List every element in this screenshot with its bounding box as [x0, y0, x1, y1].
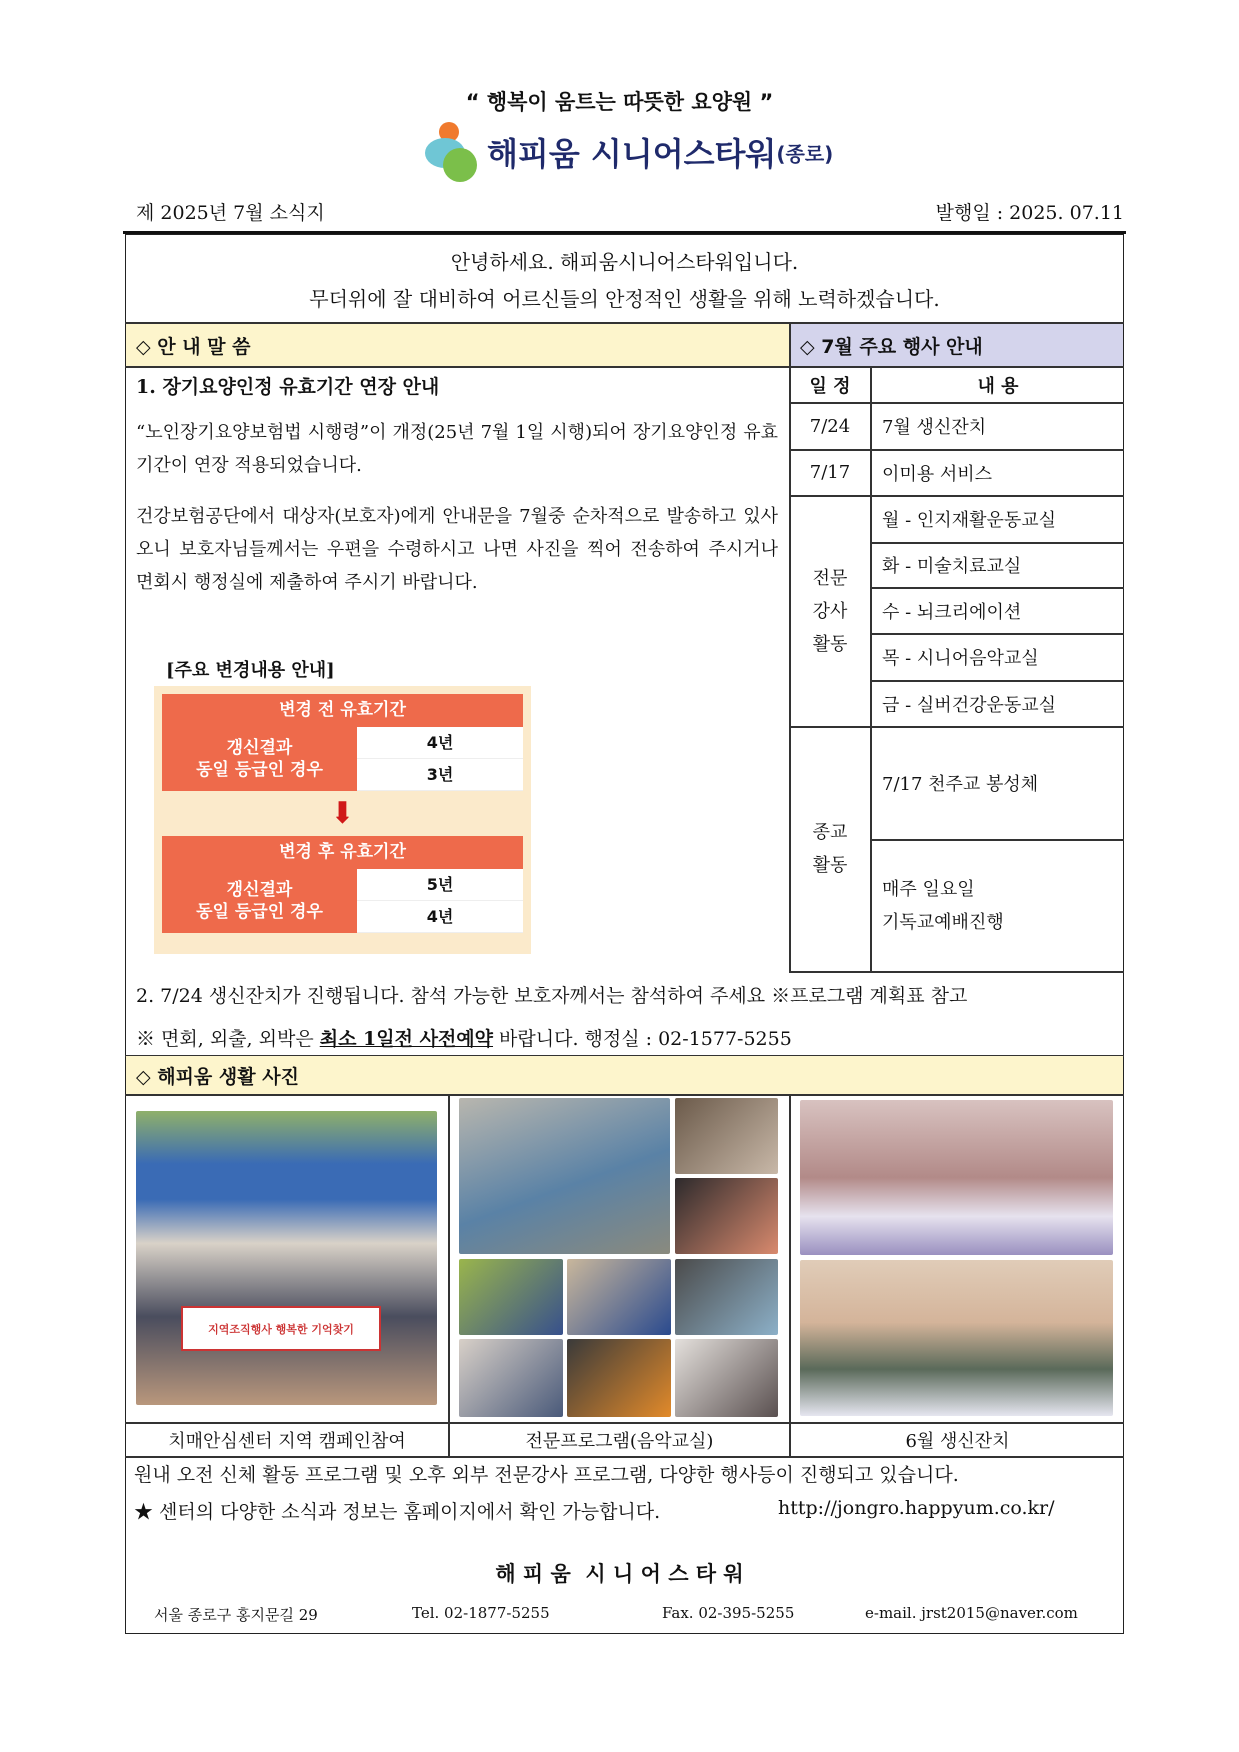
notice-item-2: 2. 7/24 생신잔치가 진행됩니다. 참석 가능한 보호자께서는 참석하여 주세요 ※프로그램 계획표 참고	[136, 985, 968, 1007]
lecture-item: 수 - 뇌크리에이션	[882, 601, 1022, 623]
change-title: [주요 변경내용 안내]	[166, 660, 335, 681]
event-date: 7/17	[809, 462, 851, 483]
caption: 6월 생신잔치	[905, 1430, 1010, 1452]
column-divider	[789, 1094, 791, 1456]
religion-item: 매주 일요일 기독교예배진행	[882, 878, 1004, 933]
col-date-header: 일 정	[809, 375, 851, 397]
logo-sub: (종로)	[776, 141, 834, 166]
photo-birthday	[800, 1100, 1113, 1255]
after-title: 변경 후 유효기간	[162, 836, 523, 869]
col-content-header: 내 용	[977, 375, 1019, 397]
divider	[125, 1094, 1124, 1096]
tel: Tel. 02-1877-5255	[412, 1604, 550, 1622]
logo-name: 해피움 시니어스타워	[487, 135, 777, 173]
photo-birthday	[800, 1260, 1113, 1416]
photo-music-class	[567, 1339, 671, 1417]
greeting-line-1: 안녕하세요. 해피움시니어스타워입니다.	[450, 250, 799, 274]
visit-emphasis: 최소 1일전 사전예약	[319, 1028, 494, 1050]
caption: 전문프로그램(음악교실)	[525, 1430, 714, 1452]
fax: Fax. 02-395-5255	[662, 1604, 795, 1622]
photo-music-class	[675, 1098, 778, 1174]
photos-header: ◇ 해피움 생활 사진	[126, 1056, 1123, 1094]
validity-change-table	[154, 686, 531, 954]
lecture-item: 금 - 실버건강운동교실	[882, 694, 1057, 716]
visit-prefix: ※ 면회, 외출, 외박은	[136, 1028, 320, 1050]
notice-paragraph-2: 건강보험공단에서 대상자(보호자)에게 안내문을 7월중 순차적으로 발송하고 있사오니 보호자님들께서는 우편을 수령하시고 나면 사진을 찍어 전송하여 주시거나 면회시 행정실에 제출하여 주시기 바랍니다.	[136, 506, 778, 593]
event-content: 7월 생신잔치	[882, 417, 987, 438]
footer-line-2: ★ 센터의 다양한 소식과 정보는 홈페이지에서 확인 가능합니다.	[134, 1501, 661, 1523]
divider	[125, 1456, 1124, 1458]
photo-music-class	[675, 1339, 778, 1417]
photo-music-class	[675, 1178, 778, 1254]
event-content: 이미용 서비스	[882, 463, 993, 485]
caption: 치매안심센터 지역 캠페인참여	[168, 1430, 406, 1452]
notice-item-1-title: 1. 장기요양인정 유효기간 연장 안내	[136, 376, 440, 398]
issue-number: 제 2025년 7월 소식지	[136, 202, 325, 224]
visit-suffix: 바랍니다. 행정실 : 02-1577-5255	[493, 1028, 792, 1050]
notice-paragraph-1: “노인장기요양보험법 시행령”이 개정(25년 7월 1일 시행)되어 장기요양인정 유효기간이 연장 적용되었습니다.	[136, 422, 778, 476]
photo-music-class	[459, 1339, 563, 1417]
lecture-item: 월 - 인지재활운동교실	[882, 510, 1057, 531]
logo	[425, 122, 833, 182]
column-divider	[448, 1094, 450, 1456]
label-line: 동일 등급인 경우	[196, 902, 323, 922]
photo-music-class	[459, 1259, 563, 1335]
event-date: 7/24	[809, 415, 851, 437]
label-line: 동일 등급인 경우	[196, 760, 323, 780]
row-label	[162, 727, 357, 791]
before-value: 4년	[357, 727, 523, 759]
after-value: 5년	[357, 869, 523, 901]
photo-music-class	[459, 1098, 670, 1254]
campaign-banner: 지역조직행사 행복한 기억찾기	[181, 1306, 381, 1351]
divider	[789, 971, 1124, 973]
homepage-link[interactable]: http://jongro.happyum.co.kr/	[778, 1497, 1055, 1519]
column-divider	[870, 366, 872, 971]
notice-header: ◇ 안 내 말 씀	[126, 324, 789, 366]
email[interactable]: e-mail. jrst2015@naver.com	[865, 1604, 1078, 1622]
address: 서울 종로구 홍지문길 29	[154, 1606, 318, 1624]
after-value: 4년	[357, 901, 523, 933]
religion-item: 7/17 천주교 봉성체	[882, 774, 1039, 795]
lecture-label: 전문 강사 활동	[812, 567, 848, 655]
before-value: 3년	[357, 759, 523, 791]
photo-music-class	[567, 1259, 671, 1335]
tagline: “ 행복이 움트는 따뜻한 요양원 ”	[465, 90, 774, 114]
organization-name: 해 피 움 시 니 어 스 타 워	[495, 1562, 744, 1586]
label-line: 갱신결과	[226, 880, 293, 900]
row-label	[162, 869, 357, 933]
photo-campaign	[136, 1111, 437, 1405]
down-arrow-icon: ⬇	[329, 796, 356, 831]
issue-date: 발행일 : 2025. 07.11	[935, 202, 1124, 224]
footer-line-1: 원내 오전 신체 활동 프로그램 및 오후 외부 전문강사 프로그램, 다양한 행사등이 진행되고 있습니다.	[134, 1464, 959, 1486]
logo-mark-icon	[425, 122, 481, 182]
lecture-item: 화 - 미술치료교실	[882, 556, 1022, 577]
greeting-line-2: 무더위에 잘 대비하여 어르신들의 안정적인 생활을 위해 노력하겠습니다.	[309, 287, 940, 311]
photo-music-class	[675, 1259, 778, 1335]
label-line: 갱신결과	[226, 738, 293, 758]
lecture-item: 목 - 시니어음악교실	[882, 648, 1039, 669]
religion-label: 종교 활동	[812, 822, 848, 876]
before-title: 변경 전 유효기간	[162, 694, 523, 727]
visit-notice	[136, 1024, 792, 1051]
events-header: ◇ 7월 주요 행사 안내	[790, 324, 1123, 366]
